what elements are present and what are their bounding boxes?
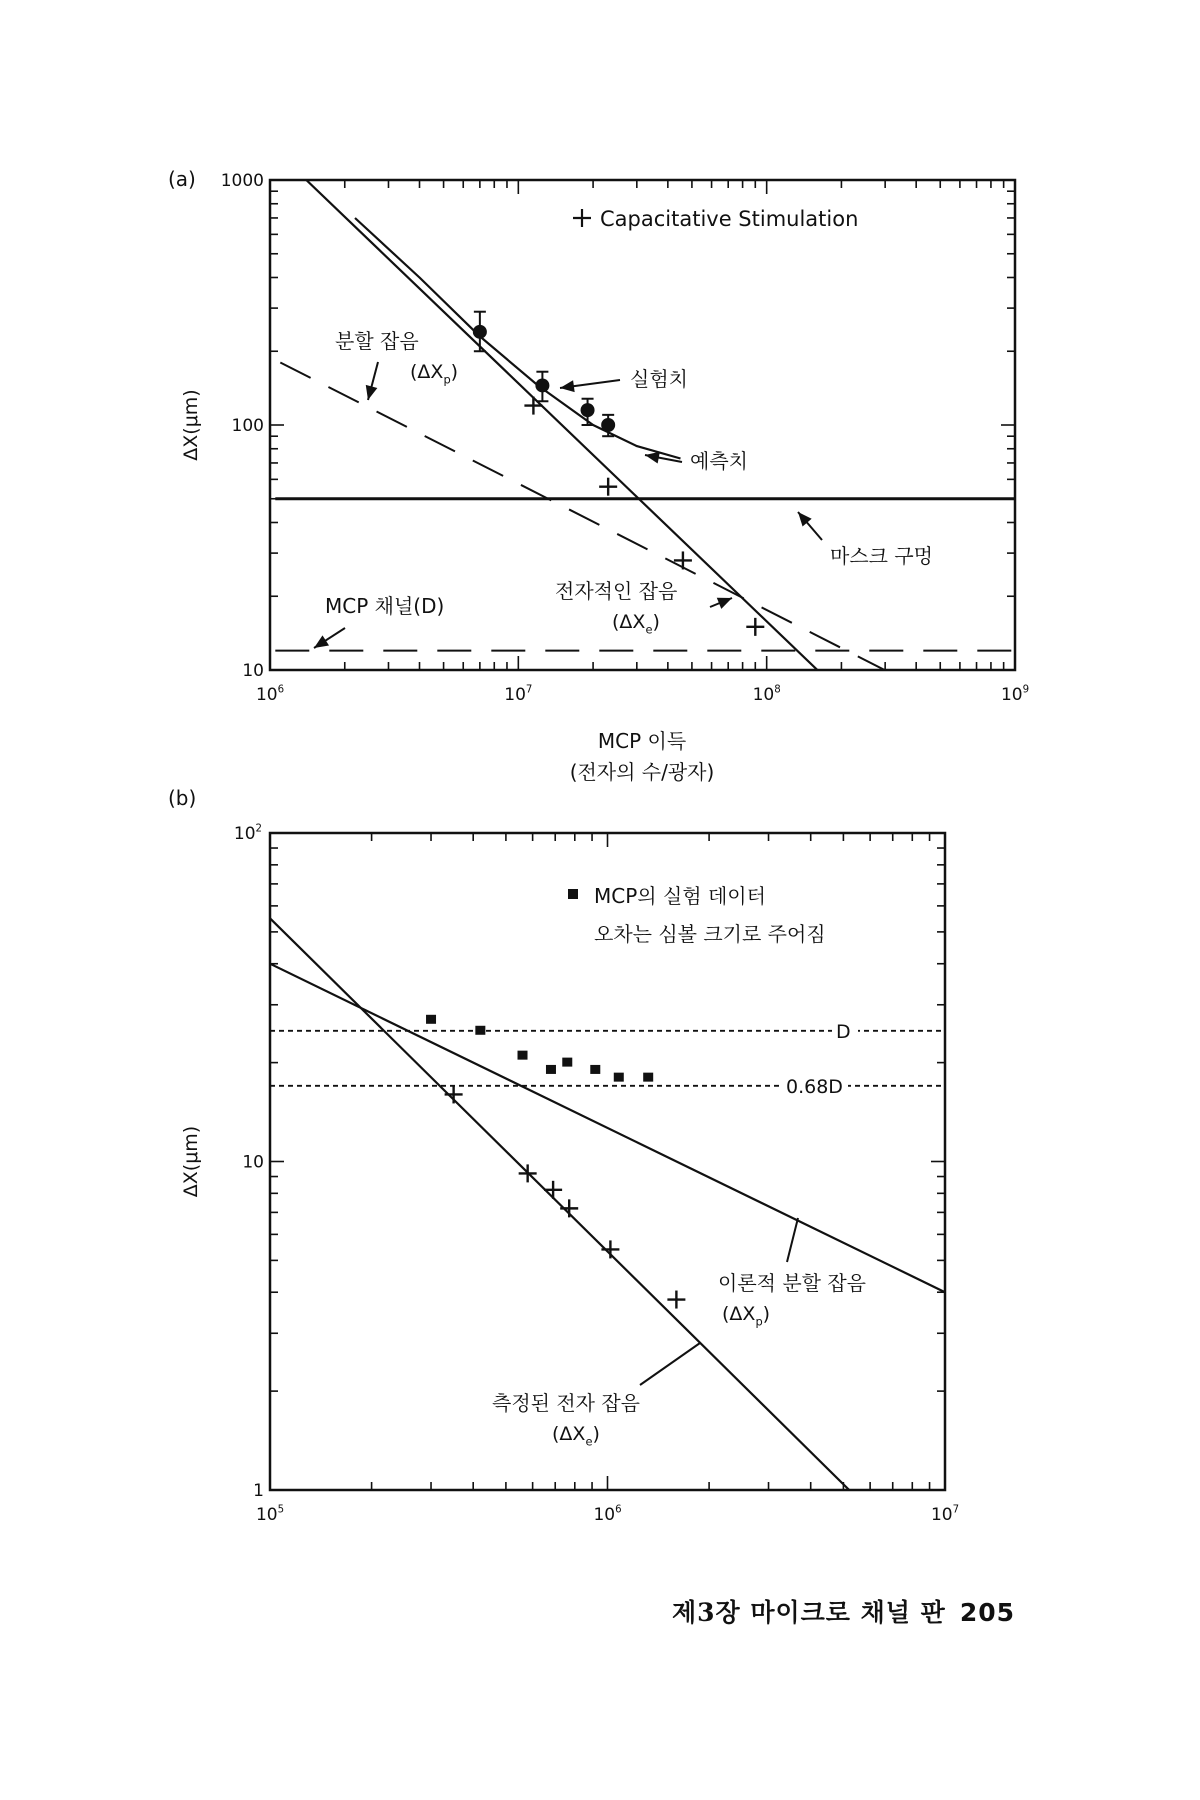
annotation-measured: 실험치 <box>630 367 688 391</box>
data-point <box>667 1291 685 1309</box>
data-point <box>473 325 487 339</box>
annotation-mcp-channel: MCP 채널(D) <box>325 594 445 618</box>
data-point <box>674 551 692 569</box>
page-footer <box>672 1593 1015 1629</box>
x-tick-label: $10^8$ <box>752 684 781 705</box>
arrow-predicted-head <box>645 452 660 464</box>
x-tick-label: $10^6$ <box>593 1504 622 1525</box>
annotation-theory-split-noise: 이론적 분할 잡음 <box>718 1271 866 1295</box>
x-tick-label: $10^9$ <box>1000 684 1030 705</box>
annotation-split-noise-symbol: $(\Delta X_p)$ <box>410 361 459 387</box>
annotation-electronic-noise: 전자적인 잡음 <box>555 579 678 603</box>
y-tick-label: 100 <box>231 416 264 436</box>
series-line <box>270 964 945 1292</box>
page-number: 205 <box>959 1598 1015 1627</box>
data-point <box>445 1085 463 1103</box>
data-point <box>535 378 549 392</box>
data-point <box>544 1181 562 1199</box>
chart-panel-b <box>168 786 959 1525</box>
data-point <box>524 397 542 415</box>
x-tick-label: $10^5$ <box>255 1504 285 1525</box>
arrow-mcp-channel-head <box>314 635 329 648</box>
data-point <box>546 1065 556 1074</box>
x-tick-label: $10^7$ <box>930 1504 960 1525</box>
data-point <box>599 478 617 496</box>
y-axis-label: ΔX(μm) <box>180 1125 202 1198</box>
data-point <box>601 418 615 432</box>
x-tick-label: $10^6$ <box>255 684 285 705</box>
arrow-measured-head <box>560 380 575 392</box>
arrow-split-noise-head <box>366 385 378 400</box>
panel-label: (a) <box>168 167 196 191</box>
annotation-measured-electronic-noise: 측정된 전자 잡음 <box>492 1391 640 1415</box>
data-point <box>475 1026 485 1035</box>
data-point <box>601 1240 619 1258</box>
y-tick-label: 1 <box>253 1481 264 1501</box>
annotation-electronic-noise-symbol: $(\Delta X_e)$ <box>612 611 660 637</box>
x-tick-label: $10^7$ <box>504 684 533 705</box>
annotation-D: D <box>836 1020 851 1043</box>
y-tick-label: 10 <box>242 1152 264 1173</box>
data-point <box>426 1015 436 1024</box>
x-axis-label-units: (전자의 수/광자) <box>569 760 715 784</box>
leader-theory-split <box>787 1218 798 1262</box>
legend-label: MCP의 실험 데이터 <box>594 884 766 908</box>
chart-panel-a <box>168 167 1029 784</box>
data-point <box>590 1065 600 1074</box>
data-point <box>614 1073 624 1082</box>
data-point <box>643 1073 653 1082</box>
y-axis-label: ΔX(μm) <box>180 389 202 461</box>
data-point <box>746 618 764 636</box>
panel-label: (b) <box>168 786 197 810</box>
x-axis-label: MCP 이득 <box>597 729 687 753</box>
data-point <box>562 1058 572 1067</box>
annotation-theory-split-symbol: $(\Delta X_p)$ <box>722 1303 771 1329</box>
legend-note: 오차는 심볼 크기로 주어짐 <box>594 922 826 946</box>
legend-square-marker <box>568 889 578 899</box>
annotation-mask-hole: 마스크 구멍 <box>830 544 933 568</box>
annotation-split-noise: 분할 잡음 <box>335 329 419 353</box>
chapter-title: 제3장 마이크로 채널 판 <box>671 1598 946 1627</box>
leader-measured-electronic <box>640 1343 700 1385</box>
y-tick-label: $10^2$ <box>233 823 262 844</box>
annotation-measured-electronic-symbol: $(\Delta X_e)$ <box>552 1423 600 1449</box>
y-tick-label: 1000 <box>220 171 264 191</box>
data-point <box>581 403 595 417</box>
data-point <box>518 1051 528 1060</box>
annotation-predicted: 예측치 <box>690 449 748 473</box>
legend-label: Capacitative Stimulation <box>600 207 859 231</box>
arrow-electronic-noise-head <box>717 598 732 609</box>
annotation-068D: 0.68D <box>786 1075 843 1098</box>
data-point <box>560 1199 578 1217</box>
y-tick-label: 10 <box>242 661 264 681</box>
